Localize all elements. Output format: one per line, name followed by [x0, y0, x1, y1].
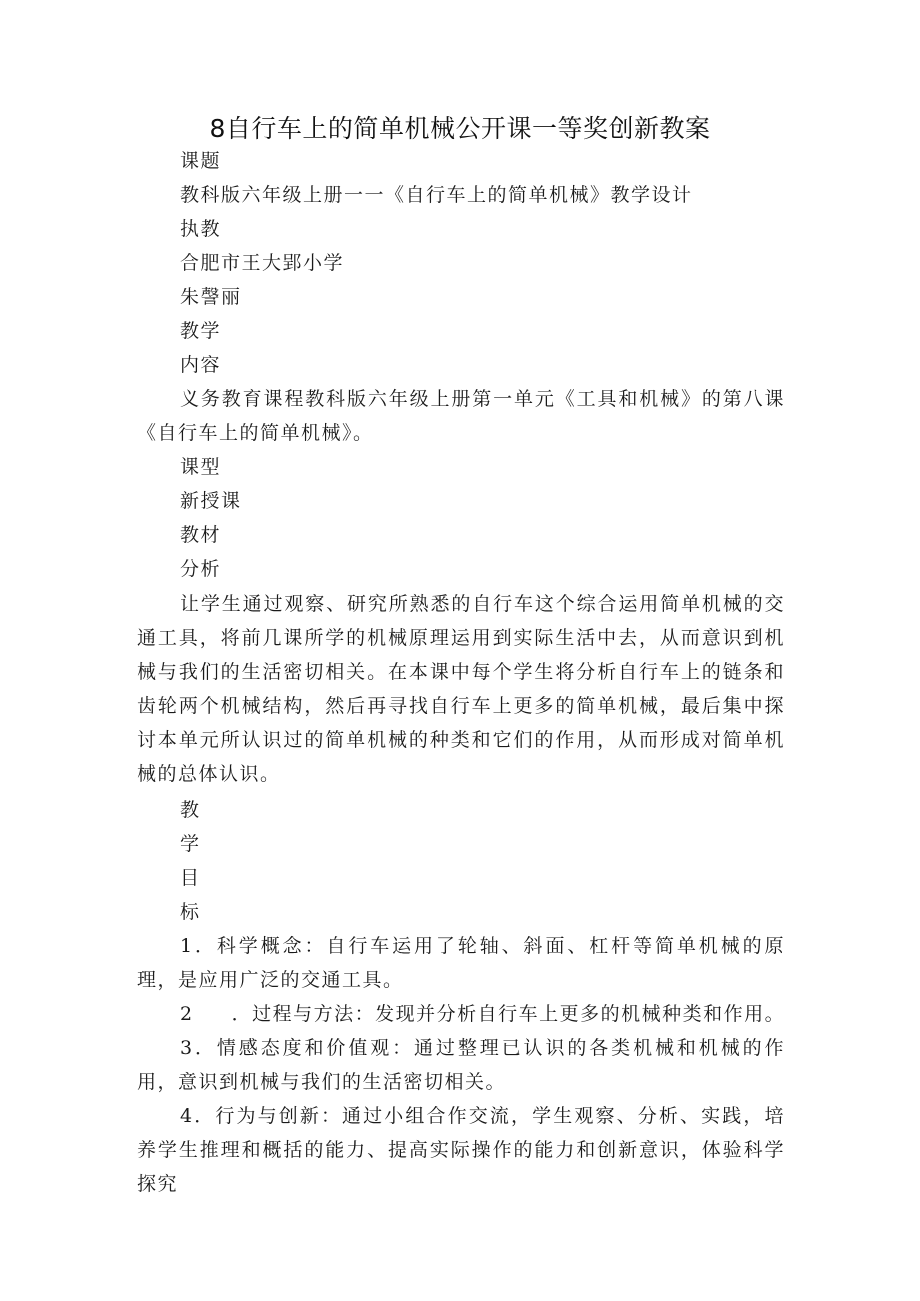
objective-2 — [180, 997, 785, 1031]
content-paragraph: 义务教育课程教科版六年级上册第一单元《工具和机械》的第八课《自行车上的简单机械》。 — [137, 388, 785, 444]
analysis-paragraph: 让学生通过观察、研究所熟悉的自行车这个综合运用简单机械的交通工具，将前几课所学的机械原理运用到实际生活中去，从而意识到机械与我们的生活密切相关。在本课中每个学生将分析自行车上的链条和齿轮两个机械结构，然后再寻找自行车上更多的简单机械，最后集中探讨本单元所认识过的简单机械的种类和它们的作用，从而形成对简单机械的总体认识。 — [137, 593, 785, 785]
ketype-value: 新授课 — [180, 490, 242, 512]
objective-2-number: 2 — [180, 1003, 194, 1025]
objectives-label-char: 标 — [180, 901, 200, 923]
label-neirong: 内容 — [180, 354, 222, 376]
label-zhijiao: 执教 — [180, 218, 222, 240]
label-keti: 课题 — [180, 150, 222, 172]
objectives-label-char: 目 — [180, 867, 200, 889]
objectives-label-char: 学 — [180, 833, 200, 855]
label-jiaoxue: 教学 — [180, 320, 222, 342]
objective-4: 4．行为与创新：通过小组合作交流，学生观察、分析、实践，培养学生推理和概括的能力、提高实际操作的能力和创新意识，体验科学探究 — [137, 1105, 785, 1195]
objective-3: 3．情感态度和价值观：通过整理已认识的各类机械和机械的作用，意识到机械与我们的生活密切相关。 — [137, 1037, 785, 1093]
label-ketype: 课型 — [180, 456, 222, 478]
document-title: 8自行车上的简单机械公开课一等奖创新教案 — [209, 114, 711, 143]
objective-1: 1．科学概念：自行车运用了轮轴、斜面、杠杆等简单机械的原理，是应用广泛的交通工具。 — [137, 935, 785, 991]
label-jiaocai: 教材 — [180, 524, 222, 546]
lesson-title: 教科版六年级上册一一《自行车上的简单机械》教学设计 — [180, 184, 693, 206]
teacher-name: 朱謦丽 — [180, 286, 242, 308]
objectives-label-char: 教 — [180, 799, 200, 821]
school-name: 合肥市王大郢小学 — [180, 252, 345, 274]
objective-2-text: ．过程与方法：发现并分析自行车上更多的机械种类和作用。 — [231, 1003, 786, 1025]
label-fenxi: 分析 — [180, 558, 222, 580]
